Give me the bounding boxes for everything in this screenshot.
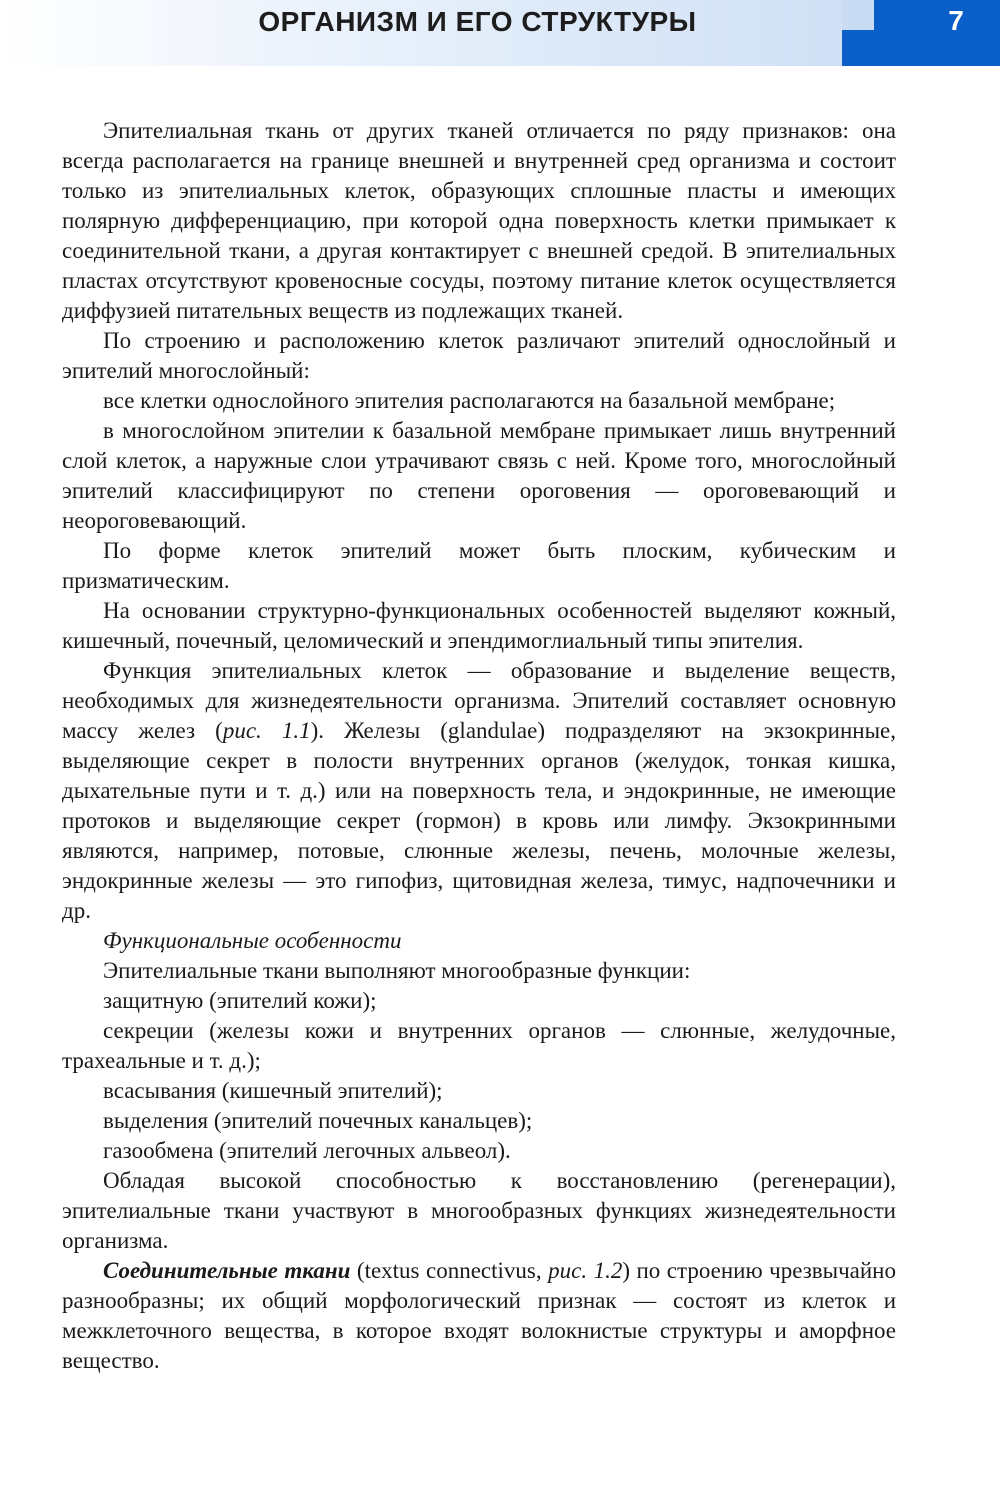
function-item: выделения (эпителий почечных канальцев); [103, 1108, 533, 1133]
term-connective-tissue: Соединительные ткани [103, 1258, 351, 1283]
body-text [62, 116, 896, 1376]
paragraph-epithelium-intro: Эпителиальная ткань от других тканей отличается по ряду признаков: она всегда располагается на границе внешней и внутренней сред организма и состоит только из эпителиальных клеток, образующих сплошные пласты и имеющих полярную дифференциацию, при которой одна поверхность клетки примыкает к соединительной ткани, а другая контактирует с внешней средой. В эпителиальных пластах отсутствуют кровеносные сосуды, поэтому питание клеток осуществляется диффузией питательных веществ из подлежащих тканей. [62, 118, 896, 323]
page-tab-notch [842, 0, 874, 30]
paragraph-types: На основании структурно-функциональных особенностей выделяют кожный, кишечный, почечный, целомический и эпендимоглиальный типы эпителия. [62, 598, 896, 653]
function-item: всасывания (кишечный эпителий); [103, 1078, 443, 1103]
glands-text-end: ). Железы (glandulae) подразделяют на экзокринные, выделяющие секрет в полости внутренних органов (желудок, тонкая кишка, дыхательные пути и т. д.) или на поверхность тела, и эндокринные, не имеющие протоков и выделяющие секрет (гормон) в кровь или лимфу. Экзокринными являются, например, потовые, слюнные железы, печень, молочные железы, эндокринные железы — это гипофиз, щитовидная железа, тимус, надпочечники и др. [62, 718, 896, 923]
glands-text-start: Функция эпителиальных клеток — образование и выделение веществ, необходимых для жизнедеятельности организма. Эпителий составляет основную массу желез ( [62, 658, 896, 743]
paragraph-cell-shape: По форме клеток эпителий может быть плоским, кубическим и призматическим. [62, 538, 896, 593]
connective-text-end: ) по строению чрезвычайно разнообразны; их общий морфологический признак — состоят из клеток и межклеточного вещества, в которое входят волокнистые структуры и аморфное вещество. [62, 1258, 896, 1373]
function-item: защитную (эпителий кожи); [103, 988, 377, 1013]
paragraph-glands [62, 656, 896, 926]
paragraph-functions-intro: Эпителиальные ткани выполняют многообразные функции: [103, 958, 691, 983]
paragraph-connective-tissue [62, 1256, 896, 1376]
figure-reference: рис. 1.2 [548, 1258, 623, 1283]
subheading-functional-features: Функциональные особенности [103, 928, 402, 953]
paragraph-single-layer: все клетки однослойного эпителия располагаются на базальной мембране; [103, 388, 836, 413]
function-item: секреции (железы кожи и внутренних органов — слюнные, желудочные, трахеальные и т. д.); [62, 1018, 896, 1073]
connective-text-start: (textus connectivus, [350, 1258, 549, 1283]
function-item: газообмена (эпителий легочных альвеол). [103, 1138, 511, 1163]
figure-reference: рис. 1.1 [222, 718, 311, 743]
paragraph-multi-layer: в многослойном эпителии к базальной мембране примыкает лишь внутренний слой клеток, а наружные слои утрачивают связь с ней. Кроме того, многослойный эпителий классифицируют по степени ороговения — ороговевающий и неороговевающий. [62, 418, 896, 533]
chapter-title: ОРГАНИЗМ И ЕГО СТРУКТУРЫ [258, 6, 697, 37]
page-number: 7 [948, 5, 964, 36]
paragraph-regeneration: Обладая высокой способностью к восстановлению (регенерации), эпителиальные ткани участвуют в многообразных функциях жизнедеятельности организма. [62, 1168, 896, 1253]
paragraph-classification: По строению и расположению клеток различают эпителий однослойный и эпителий многослойный: [62, 328, 896, 383]
